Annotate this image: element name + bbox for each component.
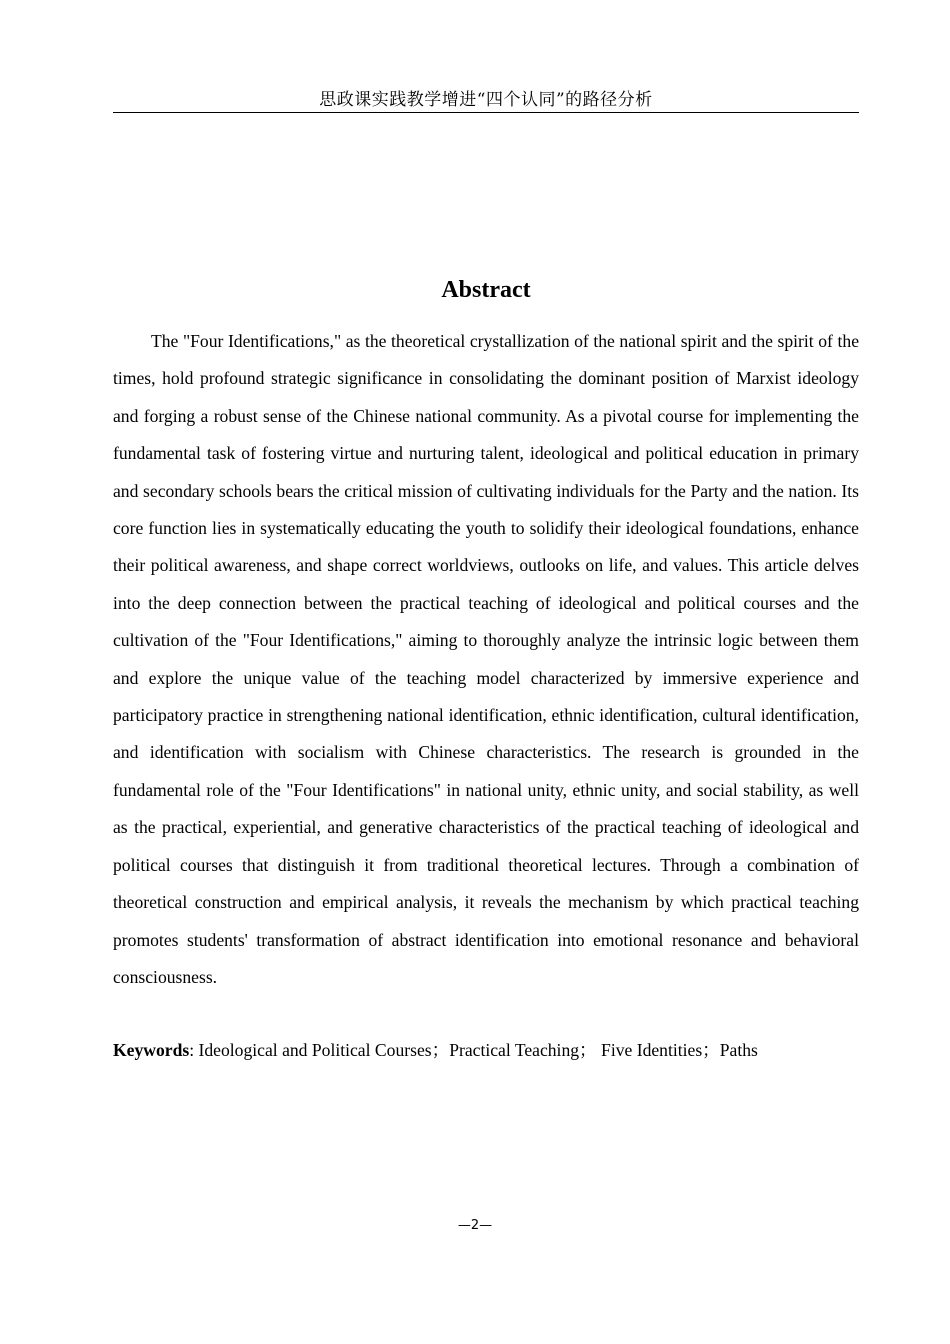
abstract-heading: Abstract <box>441 277 531 303</box>
abstract-body: The "Four Identifications," as the theoretical crystallization of the national spirit and the spirit of the times, hold profound strategic significance in consolidating the dominant position of Marxist ideology and forging a robust sense of the Chinese national community. As a pivotal course for implementing the fundamental task of fostering virtue and nurturing talent, ideological and political education in primary and secondary schools bears the critical mission of cultivating individuals for the Party and the nation. Its core function lies in systematically educating the youth to solidify their ideological foundations, enhance their political awareness, and shape correct worldviews, outlooks on life, and values. This article delves into the deep connection between the practical teaching of ideological and political courses and the cultivation of the "Four Identifications," aiming to thoroughly analyze the intrinsic logic between them and explore the unique value of the teaching model characterized by immersive experience and participatory practice in strengthening national identification, ethnic identification, cultural identification, and identification with socialism with Chinese characteristics. The research is grounded in the fundamental role of the "Four Identifications" in national unity, ethnic unity, and social stability, as well as the practical, experiential, and generative characteristics of the practical teaching of ideological and political courses that distinguish it from traditional theoretical lectures. Through a combination of theoretical construction and empirical analysis, it reveals the mechanism by which practical teaching promotes students' transformation of abstract identification into emotional resonance and behavioral consciousness. <box>113 331 859 987</box>
running-header-title: 思政课实践教学增进“四个认同”的路径分析 <box>319 90 653 110</box>
page-number: —2— <box>457 1218 493 1233</box>
running-header <box>113 88 859 113</box>
keywords-line <box>113 1034 859 1066</box>
keywords-separator: : <box>189 1040 199 1060</box>
keywords-label: Keywords <box>113 1040 190 1060</box>
keywords-text: Ideological and Political Courses；Practical Teaching； Five Identities；Paths <box>198 1040 758 1060</box>
